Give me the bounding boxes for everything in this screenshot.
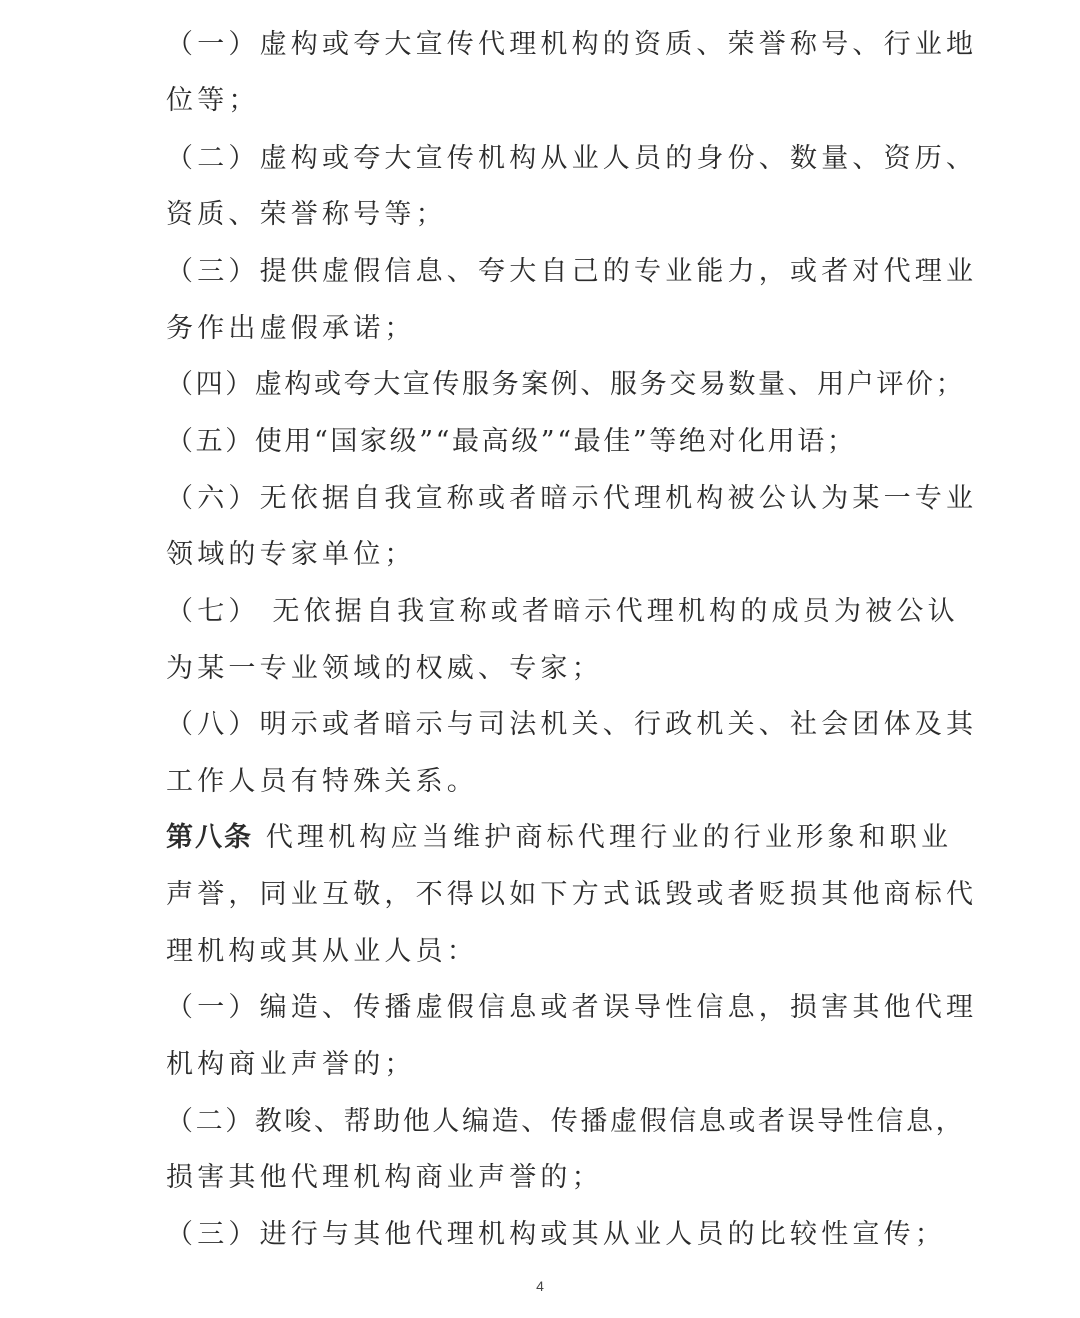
paragraph-line: （一）虚构或夸大宣传代理机构的资质、荣誉称号、行业地: [166, 29, 978, 60]
list-item: 机构商业声誉的；: [166, 1049, 416, 1080]
article-heading: 第八条: [166, 822, 253, 853]
paragraph-line: （八）明示或者暗示与司法机关、行政机关、社会团体及其: [166, 709, 978, 740]
paragraph-line: 为某一专业领域的权威、专家；: [166, 653, 603, 684]
paragraph-line: 资质、荣誉称号等；: [166, 199, 447, 230]
article-8-first-line: [166, 821, 953, 855]
paragraph-line: 理机构或其从业人员：: [166, 936, 478, 967]
page-number: 4: [536, 1278, 544, 1294]
paragraph-line: （五）使用“国家级”“最高级”“最佳”等绝对化用语；: [166, 426, 857, 457]
paragraph-line: （二）虚构或夸大宣传机构从业人员的身份、数量、资历、: [166, 143, 978, 174]
article-text: 代理机构应当维护商标代理行业的行业形象和职业: [265, 822, 953, 853]
list-item: （一）编造、传播虚假信息或者误导性信息，损害其他代理: [166, 992, 978, 1023]
paragraph-line: 声誉，同业互敬，不得以如下方式诋毁或者贬损其他商标代: [166, 879, 978, 910]
paragraph-line: 工作人员有特殊关系。: [166, 766, 478, 797]
list-item: 损害其他代理机构商业声誉的；: [166, 1162, 603, 1193]
paragraph-line: （六）无依据自我宣称或者暗示代理机构被公认为某一专业: [166, 483, 978, 514]
list-item: （三）进行与其他代理机构或其从业人员的比较性宣传；: [166, 1219, 946, 1250]
paragraph-line: 位等；: [166, 85, 260, 116]
paragraph-line: （四）虚构或夸大宣传服务案例、服务交易数量、用户评价；: [166, 369, 966, 400]
paragraph-line: 务作出虚假承诺；: [166, 313, 416, 344]
paragraph-line: （三）提供虚假信息、夸大自己的专业能力，或者对代理业: [166, 256, 978, 287]
paragraph-line: （七） 无依据自我宣称或者暗示代理机构的成员为被公认: [166, 596, 959, 627]
paragraph-line: 领域的专家单位；: [166, 539, 416, 570]
list-item: （二）教唆、帮助他人编造、传播虚假信息或者误导性信息，: [166, 1106, 966, 1137]
